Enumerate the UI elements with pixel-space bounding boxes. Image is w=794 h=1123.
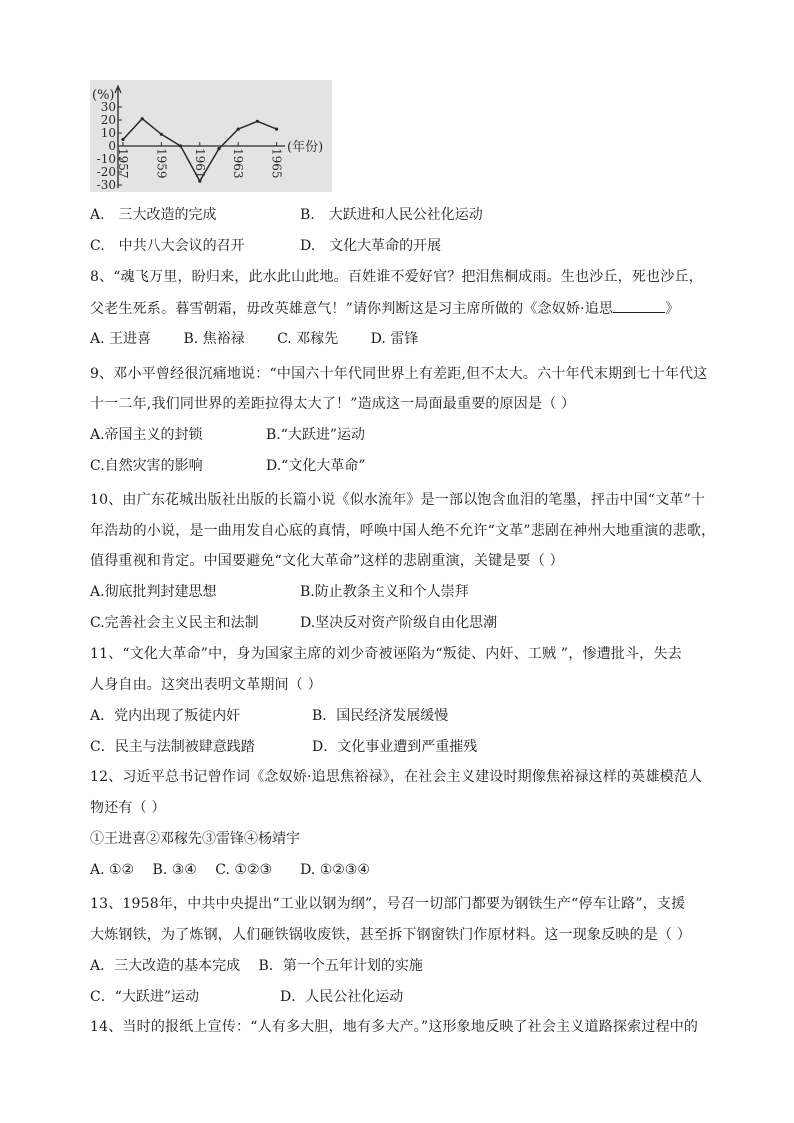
q9-option-b[interactable]: B.“大跃进”运动 [266,427,366,443]
q11-stem-line2: 人身自由。这突出表明文革期间（ ） [90,677,322,693]
q11-stem-line1: 11、“文化大革命”中，身为国家主席的刘少奇被诬陷为“叛徒、内奸、工贼 ”，惨遭批斗，失去 [90,646,682,662]
q13-option-c[interactable]: C．“大跃进”运动 [90,989,200,1005]
y-tick-label: -30 [96,178,116,192]
x-tick-label: 1961 [192,148,207,179]
x-tick-label: 1957 [116,148,130,179]
data-point [256,120,259,123]
q7-option-a[interactable]: A. 三大改造的完成 [90,207,217,223]
q8-options[interactable]: A. 王进喜 B. 焦裕禄 C. 邓稼先 D. 雷锋 [90,331,419,347]
q14-stem-line1: 14、当时的报纸上宣传：“人有多大胆，地有多大产。”这形象地反映了社会主义道路探索过程中的 [90,1019,699,1035]
q11-option-a[interactable]: A．党内出现了叛徒内奸 [90,708,241,724]
q10-option-d[interactable]: D.坚决反对资产阶级自由化思潮 [300,615,498,631]
q9-option-a[interactable]: A.帝国主义的封锁 [90,427,203,443]
y-tick-label: -10 [96,152,116,166]
data-point [160,133,163,136]
q8-stem-line1: 8、“魂飞万里，盼归来，此水此山此地。百姓谁不爱好官？把泪焦桐成雨。生也沙丘，死也沙丘， [90,269,703,285]
data-point [141,117,144,120]
chart-svg [90,80,332,192]
q9-option-c[interactable]: C.自然灾害的影响 [90,458,203,474]
x-tick-label: 1965 [269,148,284,179]
y-tick-label: 10 [100,126,116,140]
data-point [198,180,201,183]
q12-stem-line1: 12、习近平总书记曾作词《念奴娇·追思焦裕禄》，在社会主义建设时期像焦裕禄这样的英雄模范人 [90,769,703,785]
q12-stem-line2: 物还有（ ） [90,800,166,816]
q11-option-b[interactable]: B．国民经济发展缓慢 [312,708,449,724]
data-point [121,138,124,141]
data-point [217,147,220,150]
q9-option-d[interactable]: D.“文化大革命” [266,458,366,474]
q10-option-b[interactable]: B.防止教条主义和个人崇拜 [300,584,469,600]
q7-option-d[interactable]: D. 文化大革命的开展 [300,238,442,254]
x-axis-label: (年份) [287,140,324,155]
data-point [179,144,182,147]
y-axis-label: (%) [92,88,115,103]
q10-stem-line1: 10、由广东花城出版社出版的长篇小说《似水流年》是一部以饱含血泪的笔墨，抨击中国“文革”十 [90,492,706,508]
q13-option-ab[interactable]: A．三大改造的基本完成 B．第一个五年计划的实施 [90,958,423,974]
q10-option-a[interactable]: A.彻底批判封建思想 [90,584,217,600]
q7-option-b[interactable]: B. 大跃进和人民公社化运动 [300,207,483,223]
x-tick-label: 1959 [154,148,169,179]
q10-stem-line3: 值得重视和肯定。中国要避免“文化大革命”这样的悲剧重演，关键是要（ ） [90,553,564,569]
q8-stem-text: 父老生死系。暮雪朝霜，毋改英雄意气！”请你判断这是习主席所做的《念奴娇·追思 [90,301,614,317]
y-tick-label: 30 [100,100,116,114]
y-tick-label: 0 [108,139,116,153]
q9-stem-line1: 9、邓小平曾经很沉痛地说：“中国六十年代同世界上有差距,但不太大。六十年代末期到七十年代这 [90,366,708,382]
q10-stem-line2: 年浩劫的小说，是一曲用发自心底的真情，呼唤中国人绝不允许“文革”悲剧在神州大地重演的悲歌， [90,523,716,539]
x-tick-label: 1963 [231,148,246,179]
growth-line-chart [90,80,332,192]
data-point [275,128,278,131]
q8-answer-blank[interactable] [613,298,665,313]
y-tick-label: 20 [100,113,116,127]
data-point [237,128,240,131]
q11-option-c[interactable]: C．民主与法制被肆意践踏 [90,739,255,755]
q13-stem-line2: 大炼钢铁，为了炼钢，人们砸铁锅收废铁，甚至拆下钢窗铁门作原材料。这一现象反映的是（ ） [90,927,692,943]
q13-stem-line1: 13、1958年，中共中央提出“工业以钢为纲”，号召一切部门都要为钢铁生产“停车让路”，支援 [90,896,686,912]
q12-item-list: ①王进喜②邓稼先③雷锋④杨靖宇 [90,831,300,847]
q11-option-d[interactable]: D．文化事业遭到严重摧残 [312,739,478,755]
q9-stem-line2: 十一二年,我们同世界的差距拉得太大了！”造成这一局面最重要的原因是（ ） [90,396,576,412]
q7-option-c[interactable]: C. 中共八大会议的召开 [90,238,245,254]
y-tick-label: -20 [96,165,116,179]
q13-option-d[interactable]: D．人民公社化运动 [280,989,404,1005]
q10-option-c[interactable]: C.完善社会主义民主和法制 [90,615,259,631]
q8-stem-close: 》 [665,301,680,317]
q8-stem-line2 [90,298,730,319]
q12-options[interactable]: A. ①② B. ③④ C. ①②③ D. ①②③④ [90,862,370,878]
